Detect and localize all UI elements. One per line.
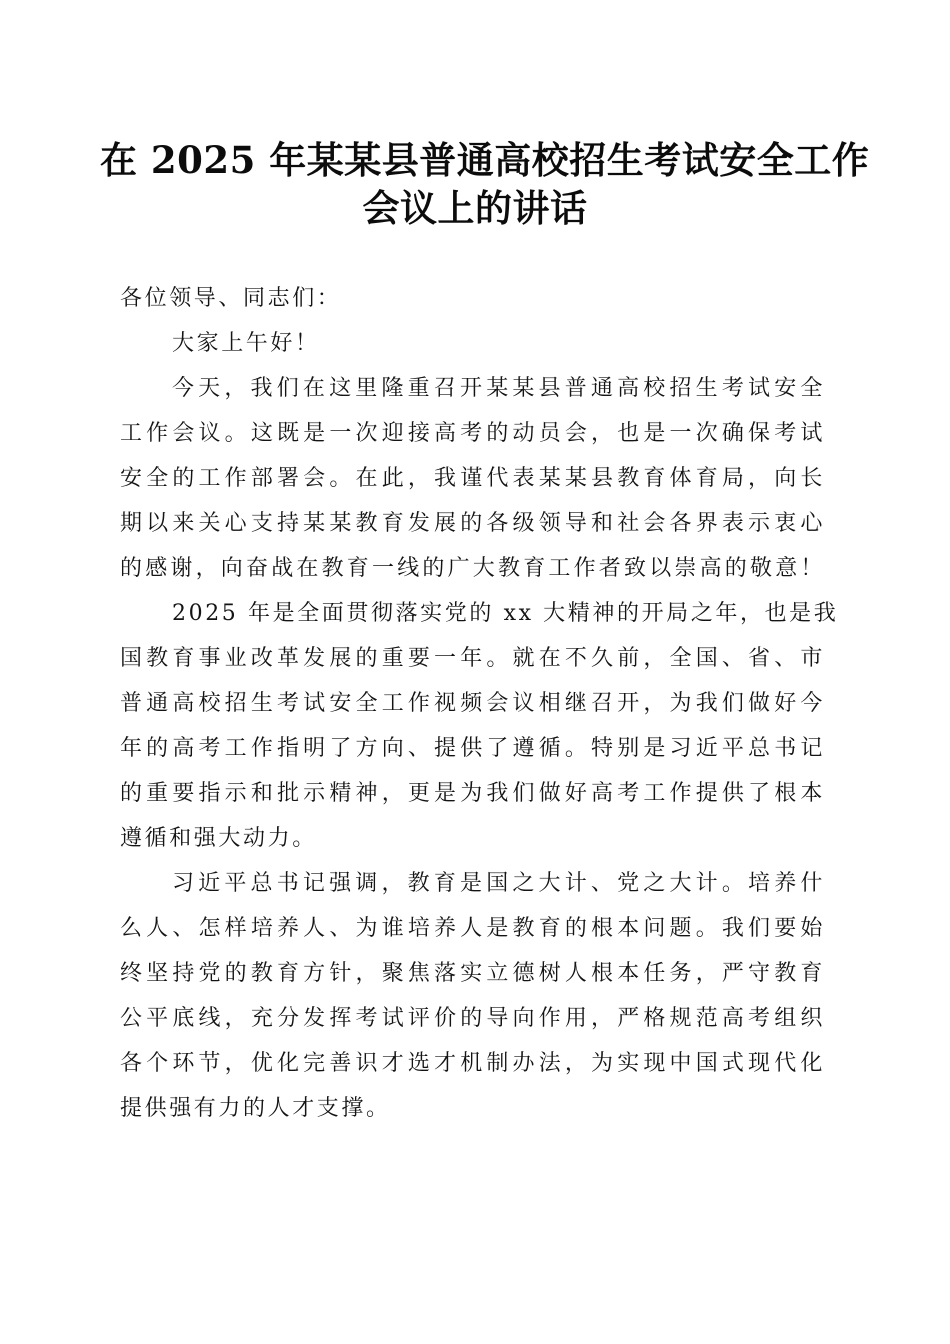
paragraph-line: 遵循和强大动力。 bbox=[120, 826, 317, 851]
paragraph-line: 提供强有力的人才支撑。 bbox=[120, 1096, 391, 1121]
paragraph-instructions bbox=[120, 861, 825, 1131]
document-title bbox=[100, 136, 870, 232]
paragraph-line: 2025 年是全面贯彻落实党的 xx 大精神的开局之年，也是我 bbox=[172, 601, 839, 626]
paragraph-line: 普通高校招生考试安全工作视频会议相继召开，为我们做好今 bbox=[120, 691, 825, 716]
paragraph-background bbox=[120, 591, 839, 861]
paragraph-line: 终坚持党的教育方针，聚焦落实立德树人根本任务，严守教育 bbox=[120, 961, 825, 986]
title-line: 会议上的讲话 bbox=[362, 186, 588, 230]
paragraph-line: 安全的工作部署会。在此，我谨代表某某县教育体育局，向长 bbox=[120, 466, 825, 491]
paragraph-line: 年的高考工作指明了方向、提供了遵循。特别是习近平总书记 bbox=[120, 736, 825, 761]
greeting: 大家上午好！ bbox=[172, 331, 320, 356]
paragraph-opening bbox=[120, 366, 825, 591]
paragraph-line: 各个环节，优化完善识才选才机制办法，为实现中国式现代化 bbox=[120, 1051, 825, 1076]
paragraph-line: 今天，我们在这里隆重召开某某县普通高校招生考试安全 bbox=[172, 376, 825, 401]
title-line: 在 2025 年某某县普通高校招生考试安全工作 bbox=[100, 138, 870, 182]
paragraph-line: 工作会议。这既是一次迎接高考的动员会，也是一次确保考试 bbox=[120, 421, 825, 446]
paragraph-line: 国教育事业改革发展的重要一年。就在不久前，全国、省、市 bbox=[120, 646, 825, 671]
paragraph-line: 的重要指示和批示精神，更是为我们做好高考工作提供了根本 bbox=[120, 781, 825, 806]
salutation: 各位领导、同志们： bbox=[120, 286, 342, 311]
paragraph-line: 的感谢，向奋战在教育一线的广大教育工作者致以崇高的敬意！ bbox=[120, 556, 825, 581]
paragraph-line: 公平底线，充分发挥考试评价的导向作用，严格规范高考组织 bbox=[120, 1006, 825, 1031]
paragraph-line: 期以来关心支持某某教育发展的各级领导和社会各界表示衷心 bbox=[120, 511, 825, 536]
paragraph-line: 习近平总书记强调，教育是国之大计、党之大计。培养什 bbox=[172, 871, 825, 896]
paragraph-line: 么人、怎样培养人、为谁培养人是教育的根本问题。我们要始 bbox=[120, 916, 825, 941]
document-body bbox=[120, 276, 839, 1131]
